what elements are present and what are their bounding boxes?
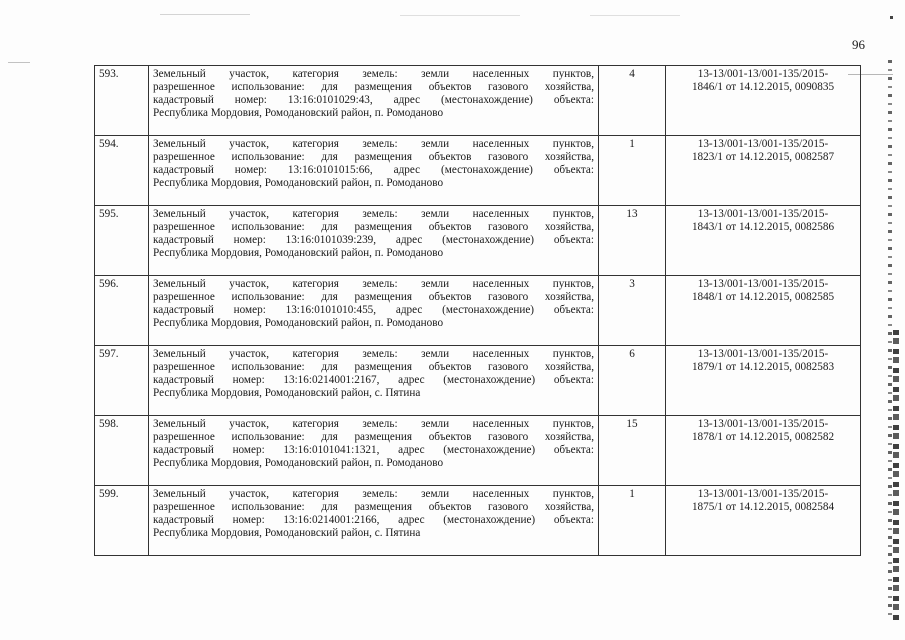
registration-number-line: 13-13/001-13/001-135/2015- xyxy=(697,138,829,150)
scan-noise-left xyxy=(8,62,30,63)
description-line: Республика Мордовия, Ромодановский район, п. Ромоданово xyxy=(153,457,444,469)
scan-edge-artifact-dark xyxy=(893,330,899,620)
area-value: 4 xyxy=(599,66,666,136)
description-line: разрешенное использование: для размещения объектов газового хозяйства, xyxy=(153,81,594,93)
row-number: 593. xyxy=(95,66,149,136)
description-line: Республика Мордовия, Ромодановский район, п. Ромоданово xyxy=(153,247,444,259)
row-number: 596. xyxy=(95,276,149,346)
description-line: разрешенное использование: для размещения объектов газового хозяйства, xyxy=(153,431,594,443)
description-line: Республика Мордовия, Ромодановский район, с. Пятина xyxy=(153,387,421,399)
property-description xyxy=(149,416,599,486)
description-line: Земельный участок, категория земель: земли населенных пунктов, xyxy=(153,138,594,150)
description-line: разрешенное использование: для размещения объектов газового хозяйства, xyxy=(153,221,594,233)
description-line: кадастровый номер: 13:16:0214001:2166, адрес (местонахождение) объекта: xyxy=(153,514,594,526)
property-description xyxy=(149,66,599,136)
registration-record xyxy=(666,486,861,556)
scan-edge-artifact xyxy=(888,60,892,620)
description-line: кадастровый номер: 13:16:0101039:239, адрес (местонахождение) объекта: xyxy=(153,234,594,246)
description-line: кадастровый номер: 13:16:0101029:43, адрес (местонахождение) объекта: xyxy=(153,94,594,106)
registration-date-line: 1875/1 от 14.12.2015, 0082584 xyxy=(691,501,835,513)
registration-number-line: 13-13/001-13/001-135/2015- xyxy=(697,418,829,430)
registration-record xyxy=(666,346,861,416)
area-value: 1 xyxy=(599,136,666,206)
area-value: 15 xyxy=(599,416,666,486)
registration-record xyxy=(666,206,861,276)
description-line: Республика Мордовия, Ромодановский район, п. Ромоданово xyxy=(153,317,444,329)
registration-date-line: 1846/1 от 14.12.2015, 0090835 xyxy=(691,81,835,93)
area-value: 13 xyxy=(599,206,666,276)
description-line: Земельный участок, категория земель: земли населенных пунктов, xyxy=(153,418,594,430)
row-number: 598. xyxy=(95,416,149,486)
registration-date-line: 1843/1 от 14.12.2015, 0082586 xyxy=(691,221,835,233)
registration-record xyxy=(666,66,861,136)
property-description xyxy=(149,206,599,276)
registration-number-line: 13-13/001-13/001-135/2015- xyxy=(697,68,829,80)
description-line: кадастровый номер: 13:16:0101041:1321, адрес (местонахождение) объекта: xyxy=(153,444,594,456)
scan-noise-top-3 xyxy=(590,15,680,16)
description-line: Земельный участок, категория земель: земли населенных пунктов, xyxy=(153,348,594,360)
row-number: 595. xyxy=(95,206,149,276)
row-number: 599. xyxy=(95,486,149,556)
registration-number-line: 13-13/001-13/001-135/2015- xyxy=(697,208,829,220)
description-line: разрешенное использование: для размещения объектов газового хозяйства, xyxy=(153,291,594,303)
description-line: Республика Мордовия, Ромодановский район, п. Ромоданово xyxy=(153,177,444,189)
description-line: Земельный участок, категория земель: земли населенных пунктов, xyxy=(153,208,594,220)
scan-noise-top xyxy=(160,14,250,15)
description-line: кадастровый номер: 13:16:0101010:455, адрес (местонахождение) объекта: xyxy=(153,304,594,316)
property-description xyxy=(149,136,599,206)
area-value: 1 xyxy=(599,486,666,556)
registration-number-line: 13-13/001-13/001-135/2015- xyxy=(697,348,829,360)
page-number: 96 xyxy=(852,37,865,52)
description-line: Земельный участок, категория земель: земли населенных пунктов, xyxy=(153,488,594,500)
table-row xyxy=(95,66,861,136)
registration-record xyxy=(666,416,861,486)
table-row xyxy=(95,486,861,556)
property-description xyxy=(149,276,599,346)
area-value: 6 xyxy=(599,346,666,416)
table-row xyxy=(95,136,861,206)
registration-date-line: 1848/1 от 14.12.2015, 0082585 xyxy=(691,291,835,303)
scan-noise-top-2 xyxy=(400,15,520,16)
property-description xyxy=(149,486,599,556)
scan-speck xyxy=(890,16,893,19)
description-line: разрешенное использование: для размещения объектов газового хозяйства, xyxy=(153,501,594,513)
registration-date-line: 1879/1 от 14.12.2015, 0082583 xyxy=(691,361,835,373)
registration-number-line: 13-13/001-13/001-135/2015- xyxy=(697,278,829,290)
registration-record xyxy=(666,276,861,346)
table-row xyxy=(95,206,861,276)
registration-record xyxy=(666,136,861,206)
description-line: Республика Мордовия, Ромодановский район, п. Ромоданово xyxy=(153,107,444,119)
description-line: кадастровый номер: 13:16:0101015:66, адрес (местонахождение) объекта: xyxy=(153,164,594,176)
description-line: Республика Мордовия, Ромодановский район, с. Пятина xyxy=(153,527,421,539)
description-line: разрешенное использование: для размещения объектов газового хозяйства, xyxy=(153,151,594,163)
table-row xyxy=(95,276,861,346)
registry-table xyxy=(94,65,861,556)
table-row xyxy=(95,416,861,486)
registration-date-line: 1878/1 от 14.12.2015, 0082582 xyxy=(691,431,835,443)
description-line: разрешенное использование: для размещения объектов газового хозяйства, xyxy=(153,361,594,373)
property-description xyxy=(149,346,599,416)
table-row xyxy=(95,346,861,416)
registration-date-line: 1823/1 от 14.12.2015, 0082587 xyxy=(691,151,835,163)
area-value: 3 xyxy=(599,276,666,346)
description-line: Земельный участок, категория земель: земли населенных пунктов, xyxy=(153,278,594,290)
description-line: кадастровый номер: 13:16:0214001:2167, адрес (местонахождение) объекта: xyxy=(153,374,594,386)
row-number: 594. xyxy=(95,136,149,206)
row-number: 597. xyxy=(95,346,149,416)
description-line: Земельный участок, категория земель: земли населенных пунктов, xyxy=(153,68,594,80)
registration-number-line: 13-13/001-13/001-135/2015- xyxy=(697,488,829,500)
